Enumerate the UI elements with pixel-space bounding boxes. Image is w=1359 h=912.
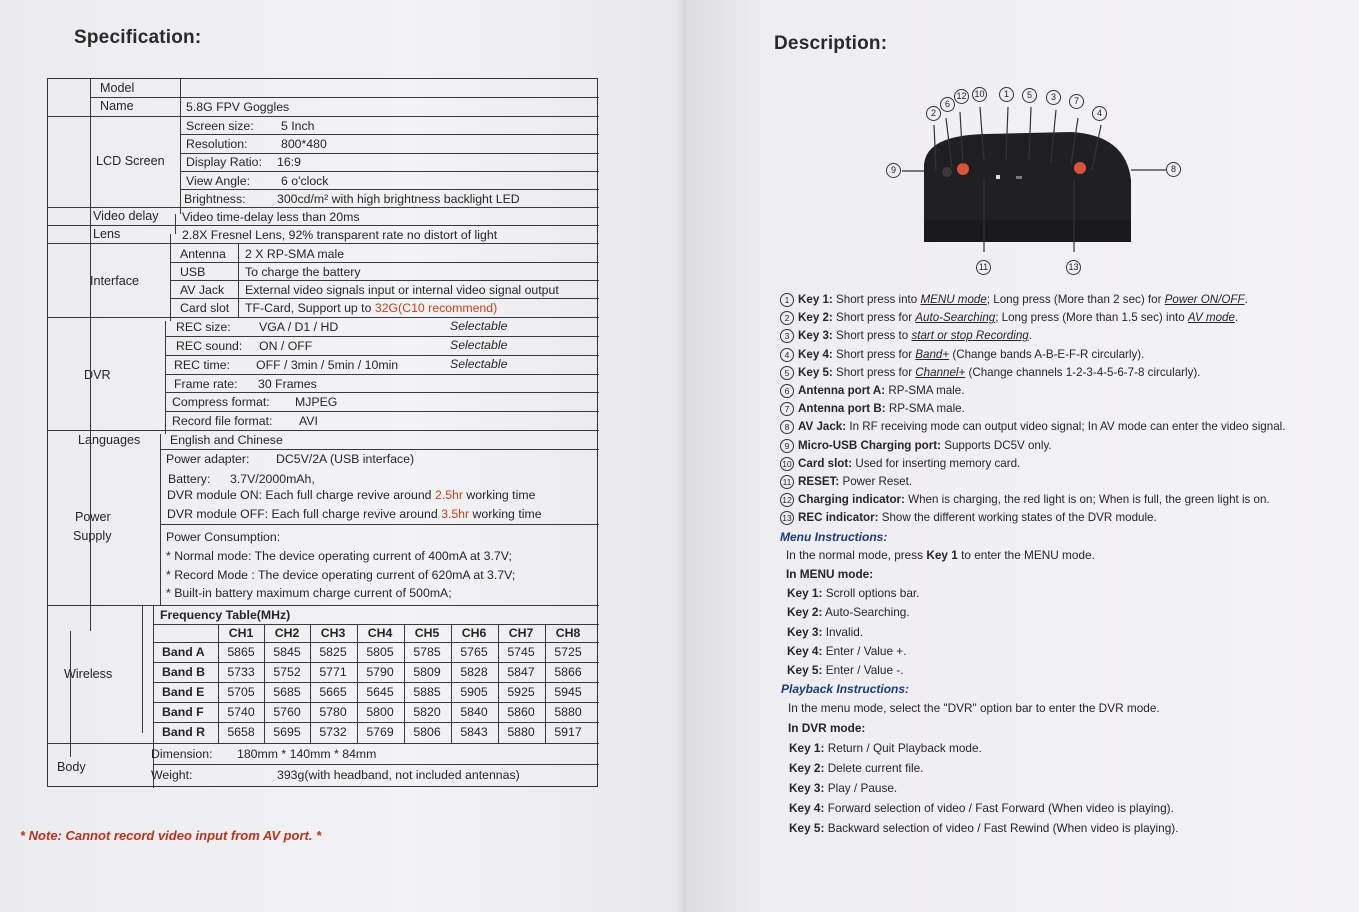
key-description-8: 8 AV Jack: In RF receiving mode can output video signal; In AV mode can enter the video signal. [780, 420, 1285, 434]
number-circle: 6 [780, 384, 794, 398]
rec-size-selectable: Selectable [450, 319, 508, 333]
key-description-2: 2 Key 2: Short press for Auto-Searching; Long press (More than 1.5 sec) into AV mode. [780, 311, 1238, 325]
channel-header-6: CH6 [461, 626, 487, 640]
frequency-cell: 5790 [366, 665, 394, 679]
frequency-cell: 5885 [413, 685, 441, 699]
compress-format-label: Compress format: [172, 395, 270, 409]
channel-header-7: CH7 [508, 626, 534, 640]
right-page-description [686, 0, 1359, 912]
resolution-label: Resolution: [186, 137, 248, 151]
key-description-3: 3 Key 3: Short press to start or stop Recording. [780, 329, 1032, 343]
wireless-label: Wireless [64, 667, 113, 681]
diagram-label-3: 3 [1046, 90, 1061, 105]
consumption-record-mode: * Record Mode : The device operating current of 620mA at 3.7V; [166, 568, 516, 582]
diagram-label-7: 7 [1069, 94, 1084, 109]
battery-label: Battery: [168, 472, 211, 486]
brightness-label: Brightness: [184, 192, 246, 206]
number-circle: 2 [780, 311, 794, 325]
frequency-cell: 5866 [554, 665, 582, 679]
record-file-format-value: AVI [299, 414, 318, 428]
dvr-label: DVR [84, 368, 111, 382]
diagram-label-9: 9 [886, 163, 901, 178]
dvr-mode-heading: In DVR mode: [788, 721, 866, 735]
number-circle: 1 [780, 293, 794, 307]
band-name: Band F [162, 705, 204, 719]
number-circle: 7 [780, 402, 794, 416]
menu-mode-heading: In MENU mode: [786, 567, 874, 581]
frequency-cell: 5765 [460, 645, 488, 659]
key-description-13: 13 REC indicator: Show the different working states of the DVR module. [780, 511, 1157, 525]
diagram-label-6: 6 [940, 97, 955, 112]
rec-time-value: OFF / 3min / 5min / 10min [256, 358, 399, 372]
frequency-cell: 5806 [413, 725, 441, 739]
rec-size-value: VGA / D1 / HD [259, 320, 339, 334]
diagram-label-4: 4 [1092, 106, 1107, 121]
power-consumption-label: Power Consumption: [166, 530, 281, 544]
frequency-cell: 5800 [366, 705, 394, 719]
playback-instructions-heading: Playback Instructions: [781, 682, 910, 696]
band-name: Band R [162, 725, 206, 739]
record-file-format-label: Record file format: [172, 414, 273, 428]
lens-value: 2.8X Fresnel Lens, 92% transparent rate no distort of light [182, 228, 498, 242]
frequency-cell: 5865 [227, 645, 255, 659]
frequency-cell: 5725 [554, 645, 582, 659]
playback-intro: In the menu mode, select the "DVR" option bar to enter the DVR mode. [788, 701, 1160, 715]
number-circle: 5 [780, 366, 794, 380]
channel-header-4: CH4 [367, 626, 393, 640]
video-delay-label: Video delay [93, 209, 159, 223]
frequency-cell: 5745 [507, 645, 535, 659]
consumption-normal-mode: * Normal mode: The device operating current of 400mA at 3.7V; [166, 549, 512, 563]
key-description-12: 12 Charging indicator: When is charging, the red light is on; When is full, the green light is on. [780, 493, 1270, 507]
number-circle: 12 [780, 493, 794, 507]
frequency-cell: 5917 [554, 725, 582, 739]
power-supply-label-2: Supply [73, 529, 112, 543]
diagram-label-12: 12 [954, 89, 969, 104]
key-description-11: 11 RESET: Power Reset. [780, 475, 912, 489]
weight-value: 393g(with headband, not included antennas) [277, 768, 520, 782]
key-description-5: 5 Key 5: Short press for Channel+ (Change channels 1-2-3-4-5-6-7-8 circularly). [780, 366, 1200, 380]
frequency-cell: 5740 [227, 705, 255, 719]
view-angle-label: View Angle: [186, 174, 251, 188]
frequency-cell: 5825 [319, 645, 347, 659]
compress-format-value: MJPEG [295, 395, 338, 409]
diagram-label-2: 2 [926, 106, 941, 121]
key-description-6: 6 Antenna port A: RP-SMA male. [780, 384, 964, 398]
specification-table [47, 78, 598, 787]
name-value: 5.8G FPV Goggles [186, 100, 290, 114]
key-description-10: 10 Card slot: Used for inserting memory card. [780, 457, 1020, 471]
band-name: Band A [162, 645, 205, 659]
dimension-label: Dimension: [151, 747, 213, 761]
number-circle: 11 [780, 475, 794, 489]
dvr-on-runtime: DVR module ON: Each full charge revive around 2.5hr working time [167, 488, 536, 502]
instruction-item: Key 4: Enter / Value +. [787, 643, 907, 658]
menu-instructions-heading: Menu Instructions: [780, 530, 888, 544]
lens-label: Lens [93, 227, 121, 241]
diagram-label-8: 8 [1166, 162, 1181, 177]
frame-rate-value: 30 Frames [258, 377, 317, 391]
number-circle: 9 [780, 439, 794, 453]
number-circle: 3 [780, 329, 794, 343]
frequency-cell: 5925 [507, 685, 535, 699]
frequency-cell: 5905 [460, 685, 488, 699]
goggles-device-illustration [866, 80, 1196, 280]
frequency-cell: 5820 [413, 705, 441, 719]
frequency-cell: 5845 [273, 645, 301, 659]
rec-sound-value: ON / OFF [259, 339, 313, 353]
instruction-item: Key 4: Forward selection of video / Fast Forward (When video is playing). [789, 801, 1174, 815]
instruction-item: Key 5: Backward selection of video / Fast Rewind (When video is playing). [789, 821, 1179, 835]
key-description-7: 7 Antenna port B: RP-SMA male. [780, 402, 965, 416]
frequency-cell: 5733 [227, 665, 255, 679]
frequency-cell: 5705 [227, 685, 255, 699]
lcd-screen-label: LCD Screen [96, 154, 165, 168]
instruction-item: Key 5: Enter / Value -. [787, 663, 904, 678]
rec-sound-label: REC sound: [176, 339, 243, 353]
frequency-cell: 5685 [273, 685, 301, 699]
av-port-note: * Note: Cannot record video input from AV port. * [20, 828, 322, 843]
dimension-value: 180mm * 140mm * 84mm [237, 747, 377, 761]
video-delay-value: Video time-delay less than 20ms [182, 210, 360, 224]
av-jack-value: External video signals input or internal video signal output [245, 283, 559, 297]
weight-label: Weight: [151, 768, 193, 782]
frequency-table-title: Frequency Table(MHz) [160, 608, 291, 622]
channel-header-1: CH1 [228, 626, 254, 640]
channel-header-8: CH8 [555, 626, 581, 640]
frequency-cell: 5769 [366, 725, 394, 739]
channel-header-2: CH2 [274, 626, 300, 640]
diagram-label-5: 5 [1022, 88, 1037, 103]
languages-value: English and Chinese [170, 433, 283, 447]
frequency-cell: 5645 [366, 685, 394, 699]
power-adapter-value: DC5V/2A (USB interface) [276, 452, 415, 466]
instruction-item: Key 1: Scroll options bar. [787, 586, 920, 600]
card-slot-value: TF-Card, Support up to 32G(C10 recommend) [245, 301, 498, 315]
diagram-label-10: 10 [972, 87, 987, 102]
frequency-cell: 5843 [460, 725, 488, 739]
number-circle: 8 [780, 420, 794, 434]
key-description-1: 1 Key 1: Short press into MENU mode; Long press (More than 2 sec) for Power ON/OFF. [780, 293, 1248, 307]
frequency-cell: 5665 [319, 685, 347, 699]
diagram-label-13: 13 [1066, 260, 1081, 275]
frequency-cell: 5780 [319, 705, 347, 719]
frequency-cell: 5809 [413, 665, 441, 679]
channel-header-3: CH3 [320, 626, 346, 640]
specification-heading: Specification: [74, 27, 202, 48]
antenna-value: 2 X RP-SMA male [245, 247, 345, 261]
usb-label: USB [180, 265, 206, 279]
frequency-cell: 5805 [366, 645, 394, 659]
interface-label: Interface [90, 274, 140, 288]
rec-time-selectable: Selectable [450, 357, 508, 371]
frequency-cell: 5880 [554, 705, 582, 719]
dvr-off-runtime: DVR module OFF: Each full charge revive around 3.5hr working time [167, 507, 542, 521]
key-description-9: 9 Micro-USB Charging port: Supports DC5V only. [780, 439, 1052, 453]
frequency-cell: 5658 [227, 725, 255, 739]
screen-size-value: 5 Inch [281, 119, 315, 133]
name-label: Name [100, 99, 134, 113]
number-circle: 4 [780, 348, 794, 362]
instruction-item: Key 2: Auto-Searching. [787, 605, 910, 620]
display-ratio-label: Display Ratio: [186, 155, 262, 169]
instruction-item: Key 1: Return / Quit Playback mode. [789, 741, 982, 755]
languages-label: Languages [78, 433, 141, 447]
power-supply-label-1: Power [75, 510, 111, 524]
screen-size-label: Screen size: [186, 119, 254, 133]
av-jack-label: AV Jack [180, 283, 225, 297]
band-name: Band E [162, 685, 205, 699]
frequency-cell: 5847 [507, 665, 535, 679]
number-circle: 10 [780, 457, 794, 471]
antenna-label: Antenna [180, 247, 226, 261]
consumption-charge-current: * Built-in battery maximum charge current of 500mA; [166, 586, 452, 600]
frequency-cell: 5945 [554, 685, 582, 699]
display-ratio-value: 16:9 [277, 155, 301, 169]
instruction-item: Key 3: Play / Pause. [789, 781, 898, 795]
frequency-cell: 5785 [413, 645, 441, 659]
frequency-cell: 5752 [273, 665, 301, 679]
key-description-4: 4 Key 4: Short press for Band+ (Change bands A-B-E-F-R circularly). [780, 348, 1144, 362]
frequency-cell: 5860 [507, 705, 535, 719]
frequency-cell: 5828 [460, 665, 488, 679]
view-angle-value: 6 o'clock [281, 174, 329, 188]
card-slot-label: Card slot [180, 301, 230, 315]
rec-size-label: REC size: [176, 320, 231, 334]
menu-intro: In the normal mode, press Key 1 to enter the MENU mode. [786, 548, 1095, 562]
diagram-label-11: 11 [976, 260, 991, 275]
channel-header-5: CH5 [414, 626, 440, 640]
frequency-cell: 5732 [319, 725, 347, 739]
instruction-item: Key 2: Delete current file. [789, 761, 924, 775]
goggles-diagram [866, 80, 1196, 280]
frequency-cell: 5880 [507, 725, 535, 739]
instruction-item: Key 3: Invalid. [787, 624, 864, 639]
frequency-cell: 5695 [273, 725, 301, 739]
diagram-label-1: 1 [999, 87, 1014, 102]
frame-rate-label: Frame rate: [174, 377, 238, 391]
brightness-value: 300cd/m² with high brightness backlight LED [277, 192, 520, 206]
description-heading: Description: [774, 33, 888, 54]
model-label: Model [100, 81, 135, 95]
power-adapter-label: Power adapter: [166, 452, 250, 466]
resolution-value: 800*480 [281, 137, 327, 151]
band-name: Band B [162, 665, 206, 679]
number-circle: 13 [780, 511, 794, 525]
rec-sound-selectable: Selectable [450, 338, 508, 352]
frequency-cell: 5840 [460, 705, 488, 719]
usb-value: To charge the battery [245, 265, 361, 279]
body-label: Body [57, 760, 86, 774]
battery-value: 3.7V/2000mAh, [230, 472, 315, 486]
rec-time-label: REC time: [174, 358, 231, 372]
frequency-cell: 5771 [319, 665, 347, 679]
frequency-cell: 5760 [273, 705, 301, 719]
